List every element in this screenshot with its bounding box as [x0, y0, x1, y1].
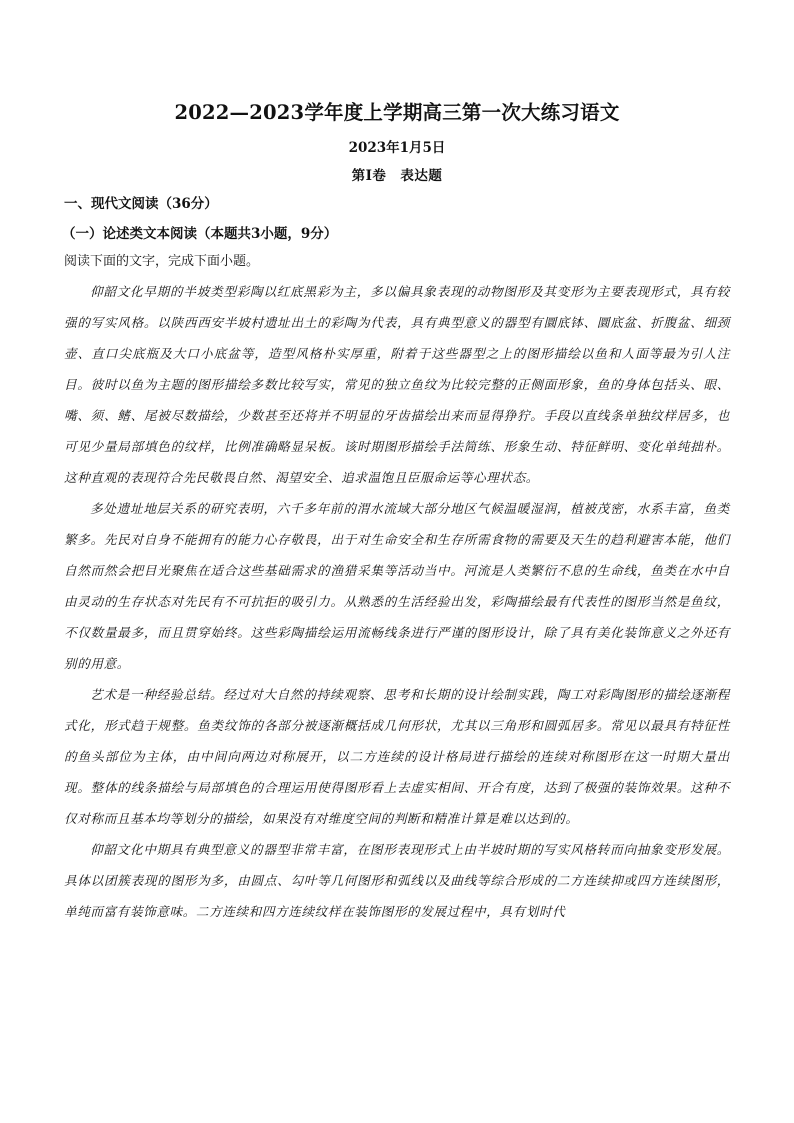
- section-heading: 一、现代文阅读（36分）: [64, 196, 218, 212]
- reading-instruction: 阅读下面的文字，完成下面小题。: [64, 254, 260, 269]
- paragraph-1: 仰韶文化早期的半坡类型彩陶以红底黑彩为主，多以偏具象表现的动物图形及其变形为主要表现形式，具有较强的写实风格。以陕西西安半坡村遗址出土的彩陶为代表，具有典型意义的器型有圜底钵、圜底盆、折腹盆、细颈壶、直口尖底瓶及大口小底盆等，造型风格朴实厚重，附着于这些器型之上的图形描绘以鱼和人面等最为引人注目。彼时以鱼为主题的图形描绘多数比较写实，常见的独立鱼纹为比较完整的正侧面形象，鱼的身体包括头、眼、嘴、须、鳍、尾被尽数描绘，少数甚至还将并不明显的牙齿描绘出来而显得狰狞。手段以直线条单独纹样居多，也可见少量局部填色的纹样，比例准确略显呆板。该时期图形描绘手法简练、形象生动、特征鲜明、变化单纯拙朴。这种直观的表现符合先民敬畏自然、渴望安全、追求温饱且臣服命运等心理状态。: [64, 284, 730, 485]
- paragraph-2: 多处遗址地层关系的研究表明，六千多年前的渭水流域大部分地区气候温暖湿润，植被茂密，水系丰富，鱼类繁多。先民对自身不能拥有的能力心存敬畏，出于对生命安全和生存所需食物的需要及天生的趋利避害本能，他们自然而然会把目光聚焦在适合这些基础需求的渔猎采集等活动当中。河流是人类繁衍不息的生命线，鱼类在水中自由灵动的生存状态对先民有不可抗拒的吸引力。从熟悉的生活经验出发，彩陶描绘最有代表性的图形当然是鱼纹，不仅数量最多，而且贯穿始终。这些彩陶描绘运用流畅线条进行严谨的图形设计，除了具有美化装饰意义之外还有别的用意。: [64, 501, 730, 671]
- volume-number: 第Ⅰ卷: [351, 168, 387, 184]
- volume-name: 表达题: [400, 168, 443, 184]
- volume-heading: [64, 166, 730, 186]
- paragraph-3: 艺术是一种经验总结。经过对大自然的持续观察、思考和长期的设计绘制实践，陶工对彩陶图形的描绘逐渐程式化，形式趋于规整。鱼类纹饰的各部分被逐渐概括成几何形状，尤其以三角形和圆弧居多。常见以最具有特征性的鱼头部位为主体，由中间向两边对称展开，以二方连续的设计格局进行描绘的连续对称图形在这一时期大量出现。整体的线条描绘与局部填色的合理运用使得图形看上去虚实相间、开合有度，达到了极强的装饰效果。这种不仅对称而且基本均等划分的描绘，如果没有对维度空间的判断和精准计算是难以达到的。: [64, 687, 730, 826]
- paragraph-4: 仰韶文化中期具有典型意义的器型非常丰富，在图形表现形式上由半坡时期的写实风格转而向抽象变形发展。具体以团簇表现的图形为多，由圆点、勾叶等几何图形和弧线以及曲线等综合形成的二方连续抑或四方连续图形，单纯而富有装饰意味。二方连续和四方连续纹样在装饰图形的发展过程中，具有划时代: [64, 842, 730, 919]
- document-date: 2023年1月5日: [348, 140, 446, 156]
- document-page: [64, 98, 730, 927]
- document-title: 2022—2023学年度上学期高三第一次大练习语文: [174, 101, 620, 124]
- subsection-heading: （一）论述类文本阅读（本题共3小题，9分）: [62, 226, 338, 242]
